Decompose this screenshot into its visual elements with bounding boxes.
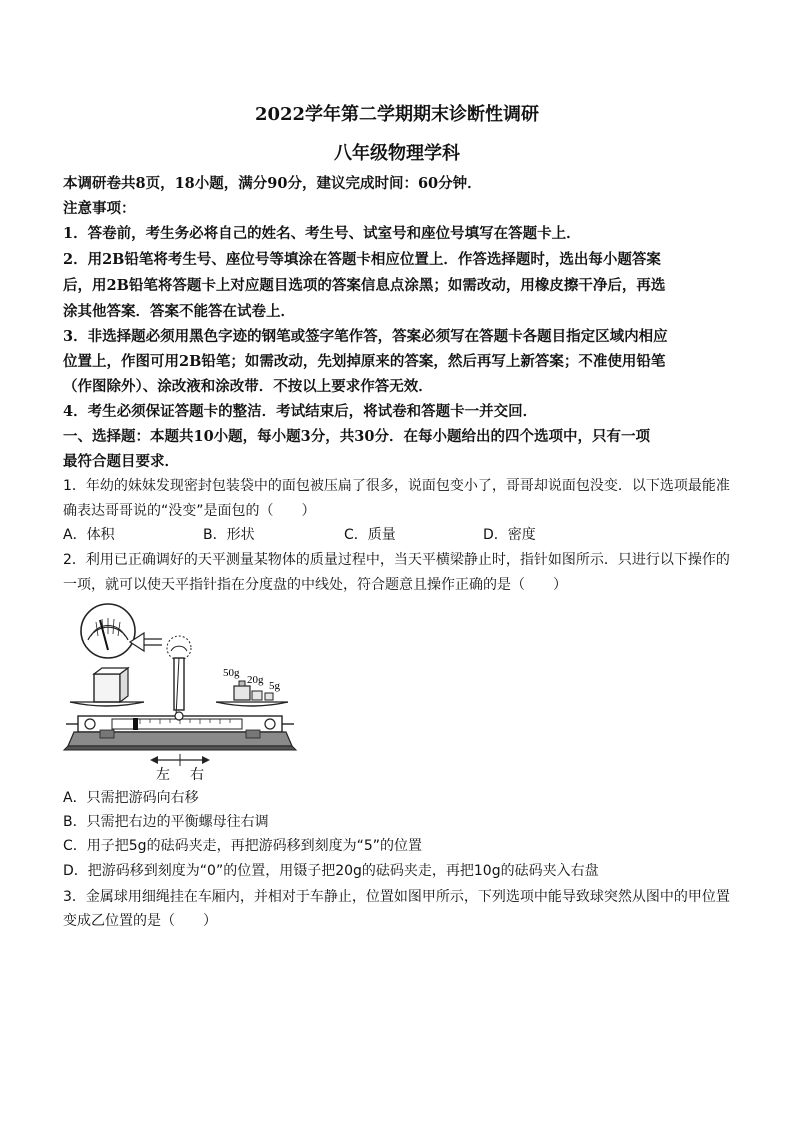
left-pan [70, 668, 144, 706]
notice-line: 3．非选择题必须用黑色字迹的钢笔或签字笔作答，答案必须写在答题卡各题目指定区域内相应 [63, 328, 668, 345]
question-2-text: 一项，就可以使天平指针指在分度盘的中线处，符合题意且操作正确的是（ ） [63, 577, 567, 593]
question-2-text: 2．利用已正确调好的天平测量某物体的质量过程中，当天平横梁静止时，指针如图所示．只进行以下操作的 [63, 552, 730, 568]
weight-20g [252, 691, 262, 700]
weight-label-50g: 50g [223, 667, 240, 679]
balance-base [64, 730, 296, 750]
balance-beam [66, 712, 294, 732]
notice-line: 位置上，作图可用2B铅笔；如需改动，先划掉原来的答案，然后再写上新答案；不准使用铅笔 [63, 353, 666, 370]
right-pan [216, 667, 288, 706]
q2-option-c[interactable]: C．用子把5g的砝码夹走，再把游码移到刻度为“5”的位置 [63, 838, 422, 854]
scale-highlight [167, 636, 191, 660]
q1-option-c[interactable]: C．质量 [344, 527, 396, 543]
rider [133, 718, 138, 730]
q1-option-a[interactable]: A．体积 [63, 527, 115, 543]
question-1-text: 1．年幼的妹妹发现密封包装袋中的面包被压扁了很多，说面包变小了，哥哥却说面包没变．以下选项最能准 [63, 478, 730, 494]
q1-option-b[interactable]: B．形状 [203, 527, 255, 543]
balance-figure [60, 598, 300, 784]
notice-line: 2．用2B铅笔将考生号、座位号等填涂在答题卡相应位置上．作答选择题时，选出每小题答案 [63, 251, 661, 268]
question-3-text: 3．金属球用细绳挂在车厢内，并相对于车静止，位置如图甲所示，下列选项中能导致球突然从图中的甲位置 [63, 889, 730, 905]
section-heading: 一、选择题：本题共10小题，每小题3分，共30分．在每小题给出的四个选项中，只有一项 [63, 428, 650, 445]
notice-line: 涂其他答案．答案不能答在试卷上． [63, 303, 295, 320]
q2-option-a[interactable]: A．只需把游码向右移 [63, 790, 199, 806]
notice-line: 1．答卷前，考生务必将自己的姓名、考生号、试室号和座位号填写在答题卡上． [63, 225, 581, 242]
exam-summary: 本调研卷共8页，18小题，满分90分，建议完成时间：60分钟． [63, 175, 482, 192]
notice-line: 后，用2B铅笔将答题卡上对应题目选项的答案信息点涂黑；如需改动，用橡皮擦干净后，再选 [63, 277, 666, 294]
pointer-magnifier [81, 604, 135, 658]
q2-option-b[interactable]: B．只需把右边的平衡螺母往右调 [63, 814, 269, 830]
exam-subtitle: 八年级物理学科 [334, 143, 460, 164]
direction-indicator [150, 754, 210, 766]
weight-label-5g: 5g [269, 680, 280, 692]
section-heading: 最符合题目要求． [63, 453, 179, 470]
notice-line: （作图除外）、涂改液和涂改带．不按以上要求作答无效． [63, 378, 433, 395]
q2-option-d[interactable]: D．把游码移到刻度为“0”的位置，用镊子把20g的砝码夹走，再把10g的砝码夹入右盘 [63, 863, 599, 879]
left-label: 左 [156, 768, 170, 783]
weight-label-20g: 20g [247, 674, 264, 686]
notice-heading: 注意事项： [63, 200, 136, 217]
question-1-text: 确表达哥哥说的“没变”是面包的（ ） [63, 503, 316, 519]
question-3-text: 变成乙位置的是（ ） [63, 913, 217, 929]
q1-option-d[interactable]: D．密度 [483, 527, 536, 543]
right-label: 右 [190, 768, 204, 783]
weight-50g [234, 686, 250, 700]
notice-line: 4．考生必须保证答题卡的整洁．考试结束后，将试卷和答题卡一并交回． [63, 403, 538, 420]
left-balance-nut [85, 719, 95, 729]
beam-scale [112, 719, 242, 729]
weight-5g [265, 693, 273, 700]
exam-title: 2022学年第二学期期末诊断性调研 [254, 104, 540, 125]
right-balance-nut [265, 719, 275, 729]
